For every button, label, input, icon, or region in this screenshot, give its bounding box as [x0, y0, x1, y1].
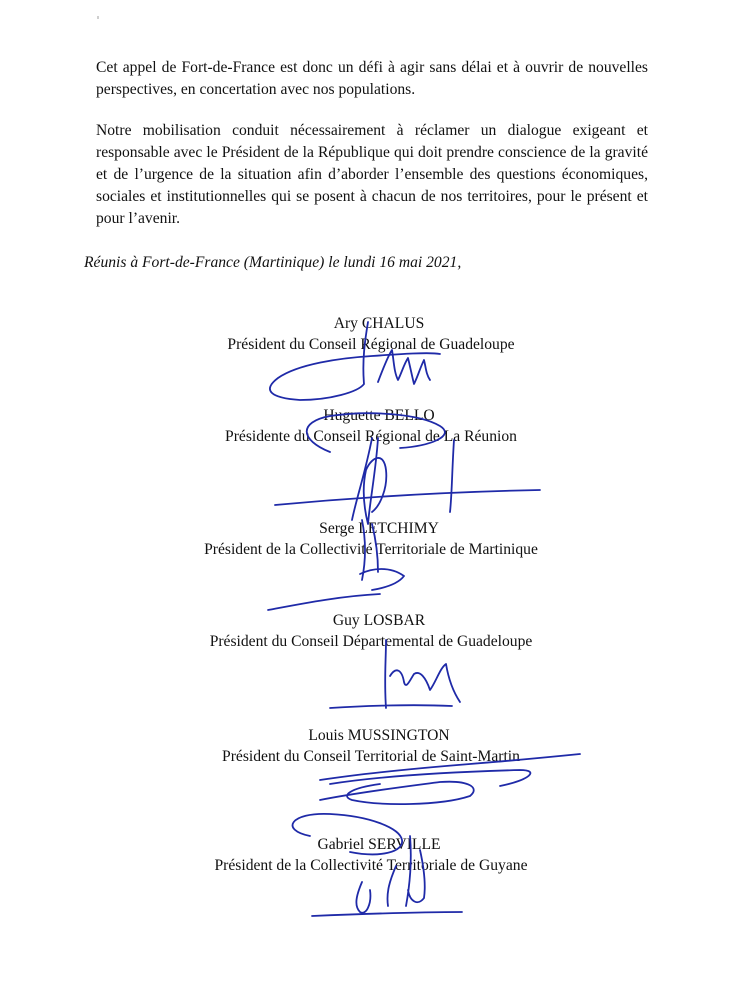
- signature-stroke: [268, 594, 380, 610]
- signatory-role: Président du Conseil Régional de Guadeloupe: [227, 336, 515, 353]
- signature-stroke: [312, 912, 462, 916]
- signatory-role: Président du Conseil Territorial de Saint-Martin: [222, 748, 520, 765]
- scan-speck: [97, 16, 99, 19]
- signature-stroke: [378, 350, 430, 384]
- signatory-name: Ary CHALUS: [333, 315, 425, 332]
- signature-stroke: [275, 490, 540, 505]
- signature-stroke: [360, 569, 404, 590]
- signature-stroke: [320, 782, 474, 804]
- signatory-block: [0, 834, 742, 876]
- signatory-block: [0, 725, 742, 767]
- signatory-name: Gabriel SERVILLE: [317, 836, 441, 853]
- closing-line: Réunis à Fort-de-France (Martinique) le lundi 16 mai 2021,: [84, 254, 462, 271]
- signatory-name: Guy LOSBAR: [332, 612, 426, 629]
- signatory-name: Serge LETCHIMY: [319, 520, 439, 537]
- signatory-role: Président de la Collectivité Territoriale de Guyane: [214, 857, 528, 874]
- signatory-role: Président de la Collectivité Territoriale de Martinique: [204, 541, 538, 558]
- paragraph-appeal: Cet appel de Fort-de-France est donc un défi à agir sans délai et à ouvrir de nouvelles perspectives, en concertation avec nos populations.: [96, 59, 648, 98]
- signatory-role: Présidente du Conseil Régional de La Réunion: [225, 428, 517, 445]
- signatory-block: [0, 313, 742, 355]
- signatory-block: [0, 610, 742, 652]
- signature-stroke: [450, 440, 454, 512]
- signatory-role: Président du Conseil Départemental de Guadeloupe: [209, 633, 533, 650]
- signatory-name: Huguette BELLO: [323, 407, 435, 424]
- signature-stroke: [330, 705, 452, 708]
- signatory-block: [0, 405, 742, 447]
- signature-stroke: [356, 882, 370, 913]
- paragraph-mobilisation: Notre mobilisation conduit nécessairement à réclamer un dialogue exigeant et responsable avec le Président de la République qui doit prendre conscience de la gravité et de l’urgence de la situation afin d’aborder l’ensemble des questions économiques, sociales et institutionnelles qui se posent à chacun de nos territoires, pour le présent et pour l’avenir.: [96, 122, 648, 227]
- signatory-name: Louis MUSSINGTON: [308, 727, 450, 744]
- signature-stroke: [352, 438, 386, 524]
- signatory-block: [0, 518, 742, 560]
- signature-stroke: [330, 770, 530, 786]
